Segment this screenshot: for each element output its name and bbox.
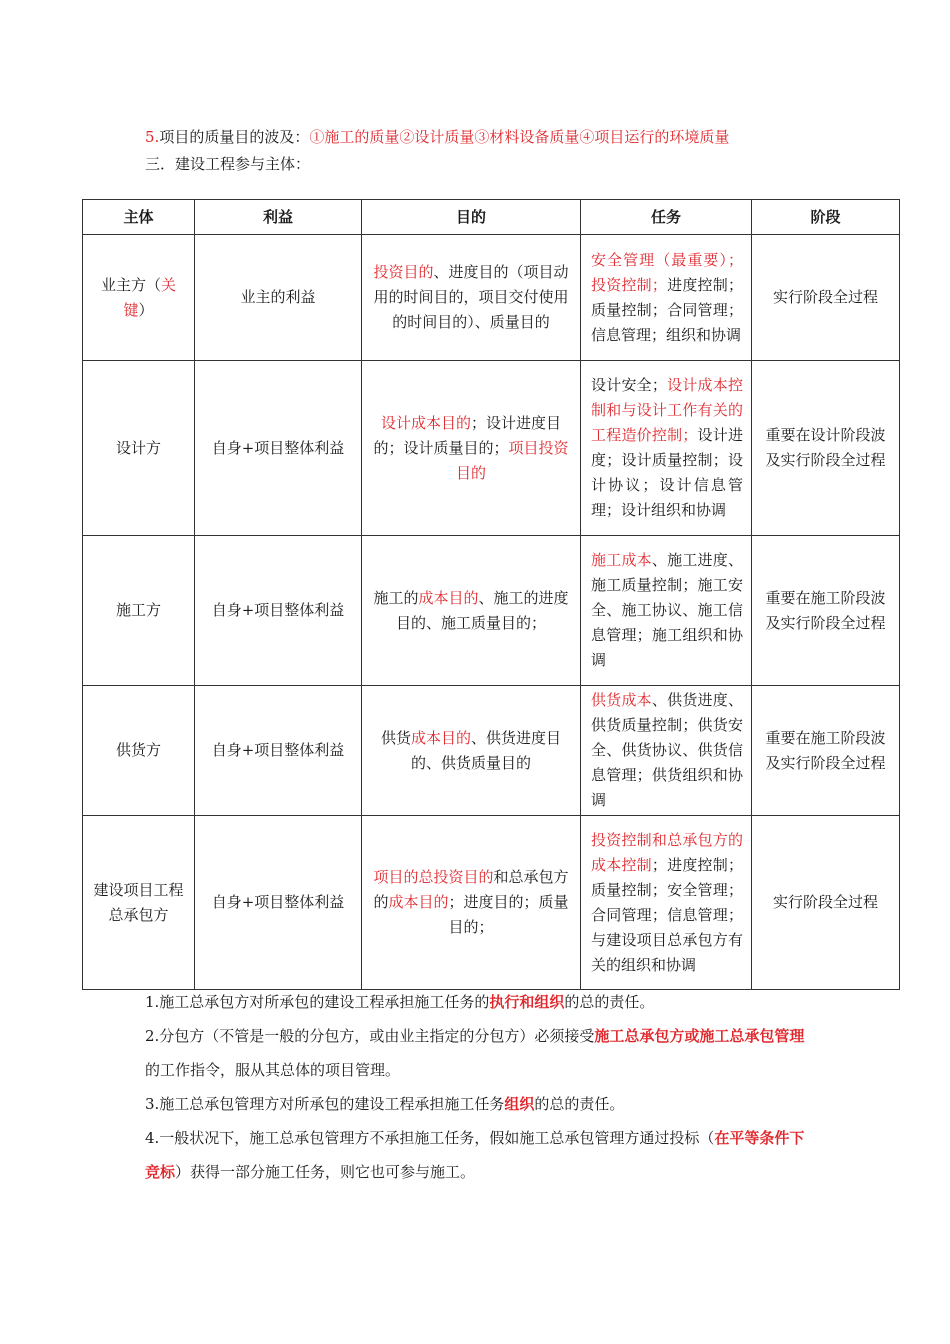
header-interest: 利益	[195, 200, 362, 235]
quality-goals-line	[145, 126, 729, 147]
table-row-designer	[83, 361, 900, 536]
goal-cell: 施工的成本目的、施工的进度目的、施工质量目的；	[362, 536, 581, 686]
table-header-row	[83, 200, 900, 235]
interest-cell: 业主的利益	[195, 235, 362, 361]
note-1: 1.施工总承包方对所承包的建设工程承担施工任务的执行和组织的总的责任。	[145, 993, 655, 1011]
stage-cell: 重要在施工阶段波及实行阶段全过程	[752, 536, 900, 686]
table-row-general-contractor	[83, 816, 900, 990]
task-cell: 安全管理（最重要）；投资控制；进度控制；质量控制；合同管理；信息管理；组织和协调	[581, 235, 752, 361]
interest-cell: 自身+项目整体利益	[195, 536, 362, 686]
header-goal: 目的	[362, 200, 581, 235]
goal-cell: 供货成本目的、供货进度目的、供货质量目的	[362, 686, 581, 816]
table-row-owner	[83, 235, 900, 361]
participants-table	[82, 199, 900, 990]
interest-cell: 自身+项目整体利益	[195, 816, 362, 990]
interest-cell: 自身+项目整体利益	[195, 686, 362, 816]
task-cell: 投资控制和总承包方的成本控制；进度控制；质量控制；安全管理；合同管理；信息管理；与建设项目总承包方有关的组织和协调	[581, 816, 752, 990]
subject-cell: 施工方	[83, 536, 195, 686]
header-stage: 阶段	[752, 200, 900, 235]
quality-goals-label: 项目的质量目的波及：	[159, 128, 310, 146]
stage-cell: 重要在设计阶段波及实行阶段全过程	[752, 361, 900, 536]
header-task: 任务	[581, 200, 752, 235]
note-2: 2.分包方（不管是一般的分包方，或由业主指定的分包方）必须接受施工总承包方或施工总承包管理的工作指令，服从其总体的项目管理。	[145, 1027, 805, 1079]
stage-cell: 实行阶段全过程	[752, 816, 900, 990]
goal-cell: 投资目的、进度目的（项目动用的时间目的，项目交付使用的时间目的）、质量目的	[362, 235, 581, 361]
section-heading: 三．建设工程参与主体：	[145, 155, 311, 173]
goal-cell: 项目的总投资目的和总承包方的成本目的；进度目的；质量目的；	[362, 816, 581, 990]
stage-cell: 实行阶段全过程	[752, 235, 900, 361]
note-4: 4.一般状况下，施工总承包管理方不承担施工任务，假如施工总承包管理方通过投标（在平等条件下竞标）获得一部分施工任务，则它也可参与施工。	[145, 1129, 805, 1181]
subject-cell: 建设项目工程总承包方	[83, 816, 195, 990]
subject-cell: 供货方	[83, 686, 195, 816]
task-cell: 施工成本、施工进度、施工质量控制；施工安全、施工协议、施工信息管理；施工组织和协调	[581, 536, 752, 686]
subject-cell: 业主方（关键）	[83, 235, 195, 361]
goal-cell: 设计成本目的；设计进度目的；设计质量目的；项目投资目的	[362, 361, 581, 536]
header-subject: 主体	[83, 200, 195, 235]
note-3: 3.施工总承包管理方对所承包的建设工程承担施工任务组织的总的责任。	[145, 1095, 625, 1113]
subject-cell: 设计方	[83, 361, 195, 536]
item-number: 5.	[145, 128, 160, 146]
quality-goals-items: ①施工的质量②设计质量③材料设备质量④项目运行的环境质量	[309, 128, 730, 146]
task-cell: 设计安全；设计成本控制和与设计工作有关的工程造价控制；设计进度；设计质量控制；设计协议；设计信息管理；设计组织和协调	[581, 361, 752, 536]
interest-cell: 自身+项目整体利益	[195, 361, 362, 536]
table-row-supplier	[83, 686, 900, 816]
table-row-contractor	[83, 536, 900, 686]
stage-cell: 重要在施工阶段波及实行阶段全过程	[752, 686, 900, 816]
task-cell: 供货成本、供货进度、供货质量控制；供货安全、供货协议、供货信息管理；供货组织和协调	[581, 686, 752, 816]
notes-block	[145, 985, 815, 1189]
